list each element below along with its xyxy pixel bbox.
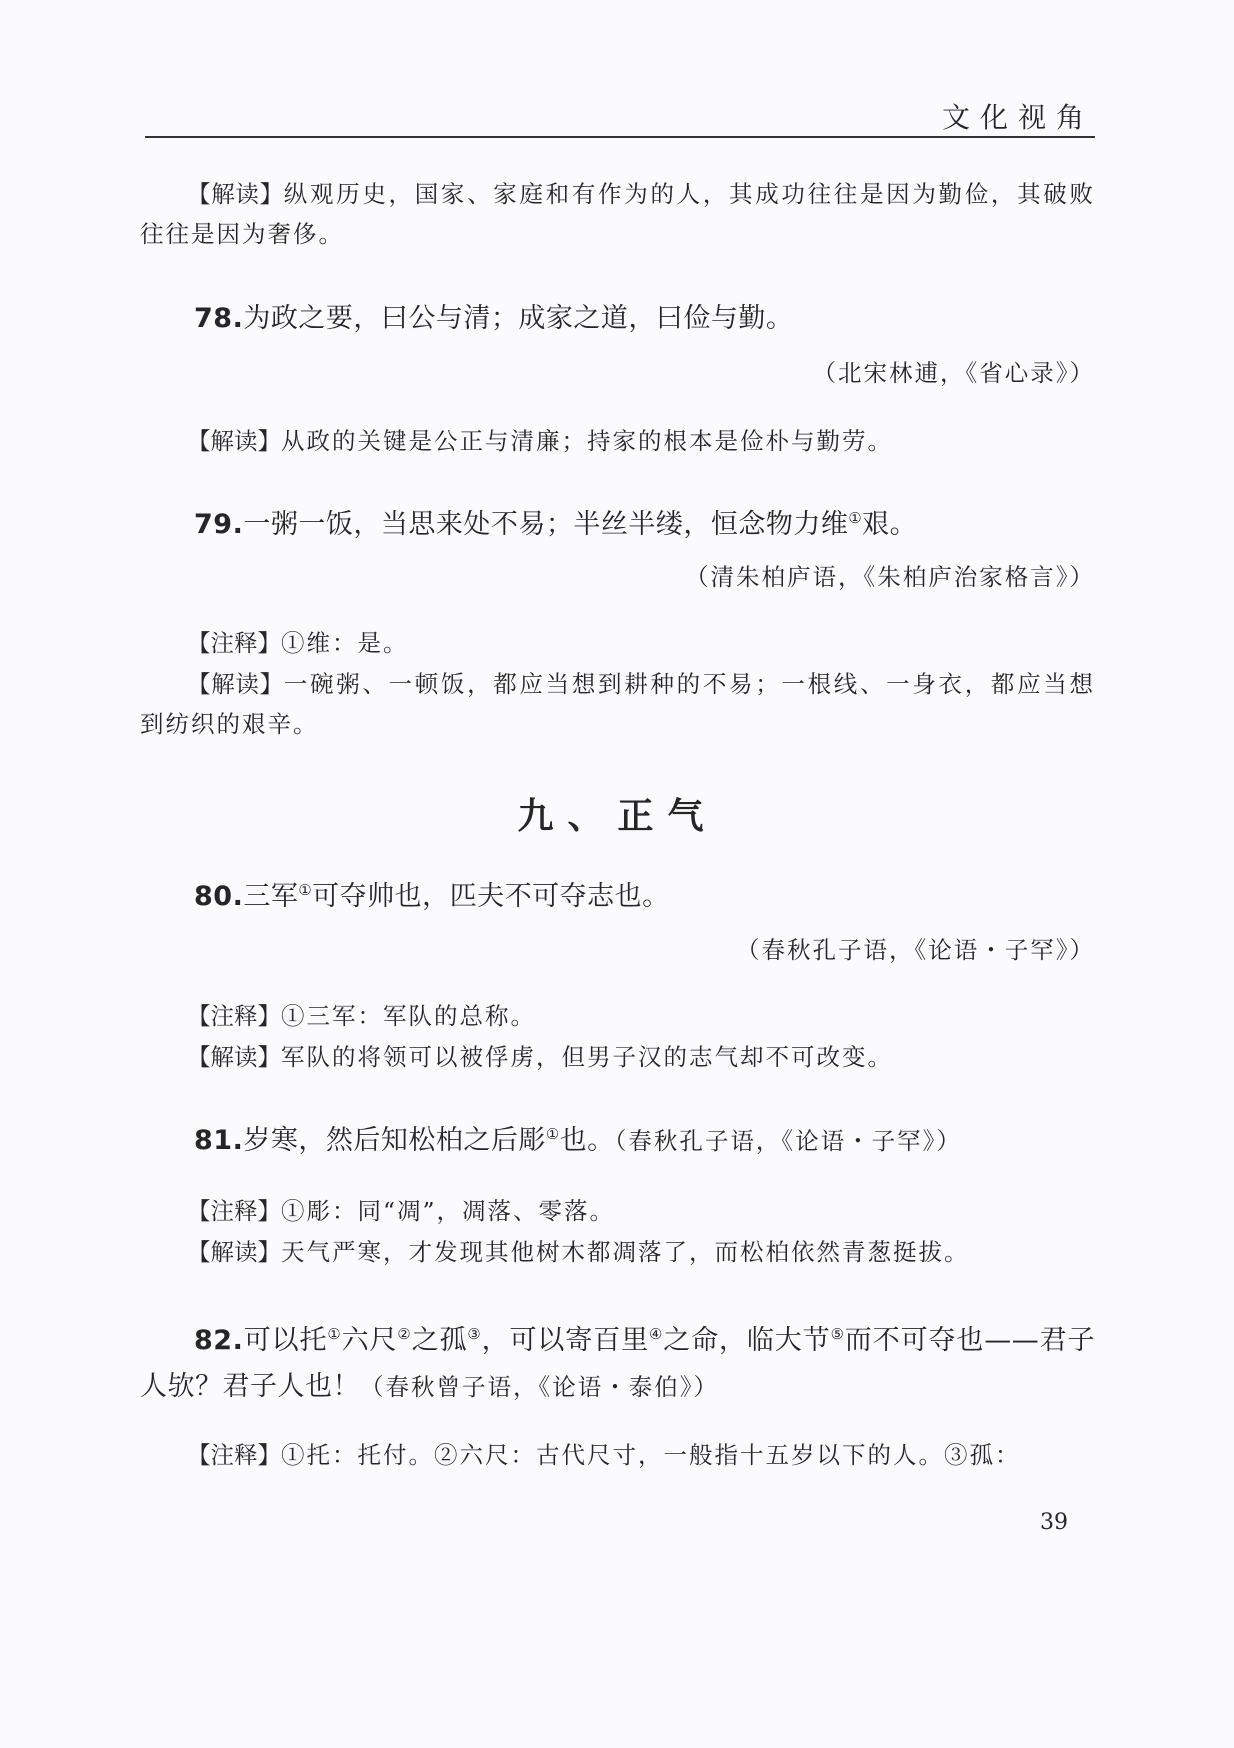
maxim-81-note bbox=[140, 1191, 1095, 1231]
footnote-mark: ① bbox=[545, 1125, 560, 1143]
footnote-mark: ① bbox=[327, 1325, 342, 1343]
maxim-80-interp bbox=[140, 1037, 1095, 1077]
maxim-number: 78. bbox=[194, 303, 244, 334]
footnote-mark: ③ bbox=[467, 1325, 482, 1343]
maxim-text: 六尺 bbox=[341, 1325, 398, 1356]
maxim-82-source: （春秋曾子语，《论语・泰伯》） bbox=[360, 1373, 719, 1401]
note-tag: 【注释】 bbox=[187, 629, 281, 657]
maxim-78-interp bbox=[140, 421, 1095, 461]
maxim-text: ，可以寄百里 bbox=[481, 1325, 649, 1356]
maxim-81 bbox=[140, 1118, 1095, 1164]
maxim-number: 80. bbox=[194, 881, 244, 912]
note-tag: 【注释】 bbox=[187, 1441, 281, 1469]
maxim-text: 为政之要，曰公与清；成家之道，曰俭与勤。 bbox=[243, 303, 794, 334]
maxim-text: 而不可夺也——君子人欤？君子人也！ bbox=[140, 1325, 1096, 1402]
maxim-text: 一粥一饭，当思来处不易；半丝半缕，恒念物力维 bbox=[243, 509, 849, 540]
maxim-text: 岁寒，然后知松柏之后彫 bbox=[243, 1125, 546, 1156]
interp-tag: 【解读】 bbox=[187, 427, 281, 455]
note-text: ①三军：军队的总称。 bbox=[281, 1002, 536, 1030]
footnote-mark: ① bbox=[298, 881, 313, 899]
footnote-mark: ② bbox=[397, 1325, 412, 1343]
top-commentary bbox=[140, 174, 1095, 254]
interp-tag: 【解读】 bbox=[187, 670, 284, 698]
maxim-text: 艰。 bbox=[862, 509, 918, 540]
interp-text: 从政的关键是公正与清廉；持家的根本是俭朴与勤劳。 bbox=[281, 427, 893, 455]
maxim-number: 81. bbox=[194, 1125, 244, 1156]
running-head: 文化视角 bbox=[941, 101, 1094, 134]
note-tag: 【注释】 bbox=[187, 1002, 281, 1030]
maxim-82-note bbox=[140, 1435, 1095, 1475]
interp-text: 军队的将领可以被俘虏，但男子汉的志气却不可改变。 bbox=[281, 1043, 893, 1071]
note-text: ①托：托付。②六尺：古代尺寸，一般指十五岁以下的人。③孤： bbox=[281, 1441, 1021, 1469]
interp-tag: 【解读】 bbox=[187, 1043, 281, 1071]
maxim-text: 可以托 bbox=[243, 1325, 328, 1356]
maxim-number: 79. bbox=[194, 509, 244, 540]
interp-tag: 【解读】 bbox=[187, 180, 284, 208]
interp-tag: 【解读】 bbox=[187, 1238, 281, 1266]
maxim-82 bbox=[140, 1318, 1095, 1410]
maxim-80 bbox=[140, 874, 1095, 920]
header-rule bbox=[145, 136, 1095, 138]
maxim-text: 之孤 bbox=[411, 1325, 468, 1356]
maxim-80-source: （春秋孔子语，《论语・子罕》） bbox=[736, 936, 1095, 964]
footnote-mark: ① bbox=[848, 509, 863, 527]
note-text: ①彫：同“凋”，凋落、零落。 bbox=[281, 1197, 616, 1225]
maxim-81-source: （春秋孔子语，《论语・子罕》） bbox=[614, 1127, 962, 1155]
maxim-text: 也。 bbox=[559, 1125, 615, 1156]
footnote-mark: ⑤ bbox=[830, 1325, 845, 1343]
maxim-79-note bbox=[140, 623, 1095, 663]
maxim-78-source: （北宋林逋，《省心录》） bbox=[812, 359, 1095, 387]
maxim-79 bbox=[140, 502, 1095, 548]
footnote-mark: ④ bbox=[649, 1325, 664, 1343]
maxim-text: 可夺帅也，匹夫不可夺志也。 bbox=[312, 881, 670, 912]
maxim-78 bbox=[140, 296, 1095, 342]
maxim-81-interp bbox=[140, 1232, 1095, 1272]
interp-text: 一碗粥、一顿饭，都应当想到耕种的不易；一根线、一身衣，都应当想到纺织的艰辛。 bbox=[140, 670, 1095, 738]
page-number: 39 bbox=[1040, 1510, 1068, 1535]
interp-text: 纵观历史，国家、家庭和有作为的人，其成功往往是因为勤俭，其破败往往是因为奢侈。 bbox=[140, 180, 1095, 248]
maxim-80-note bbox=[140, 996, 1095, 1036]
maxim-79-interp bbox=[140, 664, 1095, 744]
maxim-number: 82. bbox=[194, 1325, 244, 1356]
interp-text: 天气严寒，才发现其他树木都凋落了，而松柏依然青葱挺拔。 bbox=[281, 1238, 970, 1266]
maxim-79-source: （清朱柏庐语，《朱柏庐治家格言》） bbox=[685, 563, 1095, 591]
section-heading: 九、正气 bbox=[517, 796, 718, 837]
maxim-text: 三军 bbox=[243, 881, 299, 912]
note-text: ①维：是。 bbox=[281, 629, 409, 657]
note-tag: 【注释】 bbox=[187, 1197, 281, 1225]
maxim-text: 之命，临大节 bbox=[663, 1325, 831, 1356]
